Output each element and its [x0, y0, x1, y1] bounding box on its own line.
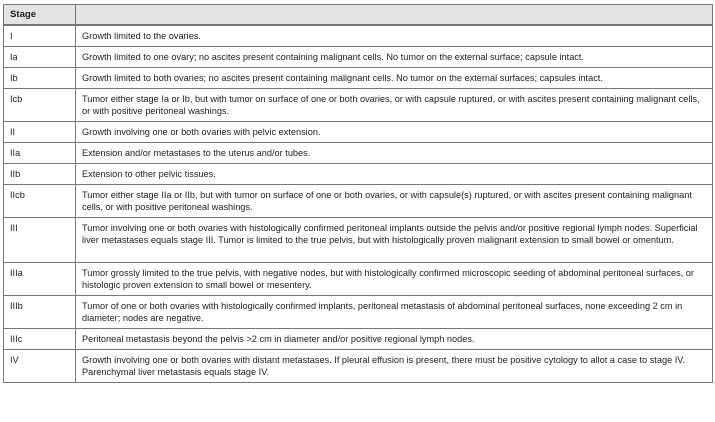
table-row: [4, 164, 713, 185]
description-cell: Tumor of one or both ovaries with histologically confirmed implants, peritoneal metastasis of abdominal peritoneal surfaces, none exceeding 2 cm in diameter; nodes are negative.: [76, 296, 713, 329]
stage-cell: IIIa: [4, 263, 76, 296]
description-cell: Growth limited to both ovaries; no ascites present containing malignant cells. No tumor on the external surfaces; capsules intact.: [76, 68, 713, 89]
stage-cell: Ia: [4, 47, 76, 68]
table-row: [4, 89, 713, 122]
description-cell: Tumor grossly limited to the true pelvis, with negative nodes, but with histologically confirmed microscopic seeding of abdominal peritoneal surfaces, or histologic proven extension to small bowel or mesentery.: [76, 263, 713, 296]
table-row: [4, 218, 713, 263]
description-cell: Tumor involving one or both ovaries with histologically confirmed peritoneal implants outside the pelvis and/or positive regional lymph nodes. Superficial liver metastases equals stage III. Tumor is limited to the true pelvis, but with histologically proven malignant extension to small bowel or omentum.: [76, 218, 713, 263]
stage-cell: I: [4, 26, 76, 47]
stage-cell: IV: [4, 350, 76, 383]
table-row: [4, 26, 713, 47]
description-cell: Growth involving one or both ovaries with distant metastases. If pleural effusion is present, there must be positive cytology to allot a case to stage IV. Parenchymal liver metastasis equals stage IV.: [76, 350, 713, 383]
description-cell: Tumor either stage IIa or IIb, but with tumor on surface of one or both ovaries, or with capsule(s) ruptured, or with ascites present containing malignant cells, or with positive peritoneal washings.: [76, 185, 713, 218]
staging-table: [3, 4, 713, 383]
stage-column-header: Stage: [4, 5, 76, 25]
description-cell: Peritoneal metastasis beyond the pelvis >2 cm in diameter and/or positive regional lymph nodes.: [76, 329, 713, 350]
table-row: [4, 263, 713, 296]
description-cell: Extension to other pelvic tissues.: [76, 164, 713, 185]
table-row: [4, 68, 713, 89]
table-row: [4, 122, 713, 143]
description-column-header: [76, 5, 713, 25]
table-row: [4, 329, 713, 350]
description-cell: Growth involving one or both ovaries with pelvic extension.: [76, 122, 713, 143]
stage-cell: IIIc: [4, 329, 76, 350]
stage-cell: III: [4, 218, 76, 263]
stage-cell: IIIb: [4, 296, 76, 329]
stage-cell: Icb: [4, 89, 76, 122]
description-cell: Extension and/or metastases to the uterus and/or tubes.: [76, 143, 713, 164]
description-cell: Tumor either stage Ia or Ib, but with tumor on surface of one or both ovaries, or with capsule ruptured, or with ascites present containing malignant cells, or with positive peritoneal washings.: [76, 89, 713, 122]
table-row: [4, 47, 713, 68]
table-row: [4, 296, 713, 329]
stage-cell: IIb: [4, 164, 76, 185]
stage-cell: IIcb: [4, 185, 76, 218]
stage-cell: Ib: [4, 68, 76, 89]
table-row: [4, 350, 713, 383]
stage-cell: II: [4, 122, 76, 143]
table-row: [4, 185, 713, 218]
table-header-row: [4, 5, 713, 25]
staging-table-container: [3, 4, 712, 383]
description-cell: Growth limited to the ovaries.: [76, 26, 713, 47]
stage-cell: IIa: [4, 143, 76, 164]
table-row: [4, 143, 713, 164]
description-cell: Growth limited to one ovary; no ascites present containing malignant cells. No tumor on the external surface; capsule intact.: [76, 47, 713, 68]
